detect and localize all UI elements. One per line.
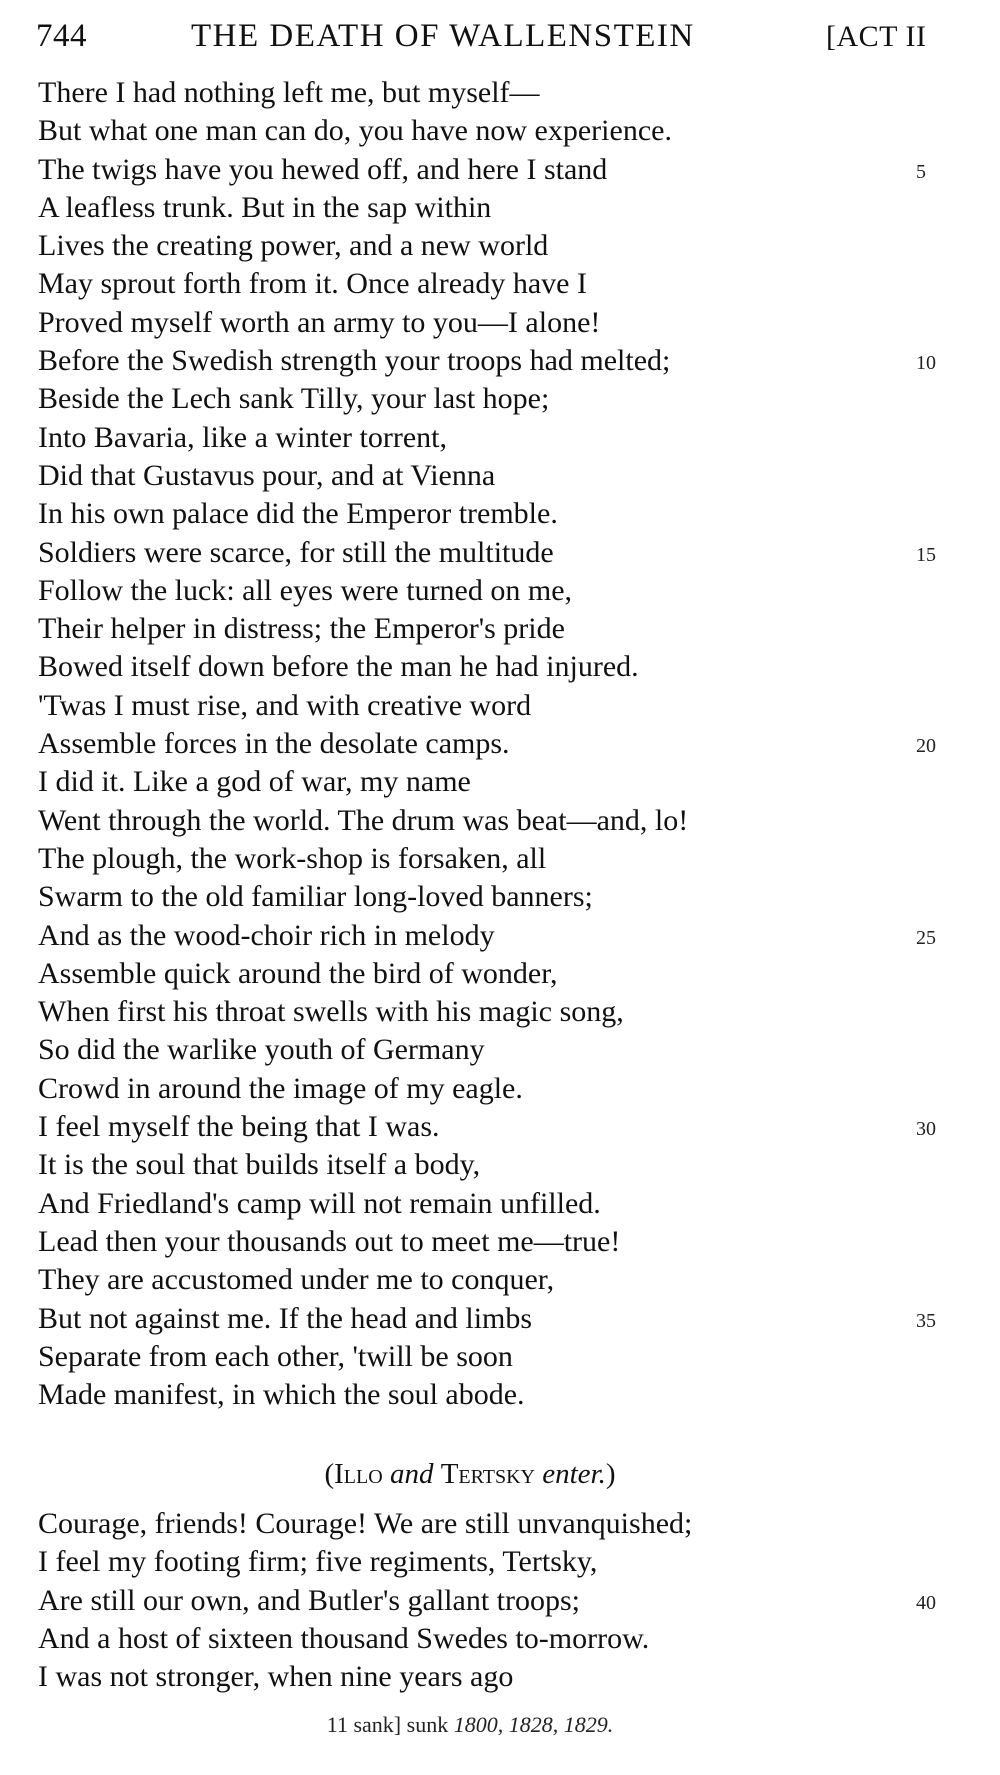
act-label: [ACT II: [826, 20, 927, 53]
verse-text: Assemble quick around the bird of wonder,: [38, 956, 558, 990]
verse-text: In his own palace did the Emperor tremble.: [38, 497, 558, 531]
verse-line: [38, 1300, 936, 1338]
verse-line: [38, 1108, 936, 1146]
verse-text: But what one man can do, you have now experience.: [38, 114, 672, 148]
verse-line: [38, 112, 688, 150]
verse-line: [38, 840, 688, 878]
verse-line: [38, 151, 926, 189]
verse-line: [38, 227, 688, 265]
line-number: 25: [916, 926, 936, 949]
line-number: 10: [916, 352, 936, 375]
footnote-lemma: sank]: [353, 1712, 402, 1737]
verse-line: [38, 265, 688, 303]
verse-text: Their helper in distress; the Emperor's pride: [38, 612, 565, 646]
verse-line: [38, 763, 688, 801]
verse-text: The plough, the work-shop is forsaken, all: [38, 841, 547, 875]
footnote-editions: 1800, 1828, 1829.: [453, 1712, 614, 1737]
stage-verb: enter.: [542, 1458, 606, 1490]
verse-line: [38, 1658, 692, 1696]
verse-line: [38, 572, 688, 610]
verse-text: And Friedland's camp will not remain unfilled.: [38, 1186, 601, 1220]
verse-text: I feel myself the being that I was.: [38, 1110, 440, 1144]
verse-text: So did the warlike youth of Germany: [38, 1033, 485, 1067]
verse-line: [38, 380, 688, 418]
verse-text: Proved myself worth an army to you—I alone!: [38, 305, 601, 339]
verse-text: I feel my footing firm; five regiments, Tertsky,: [38, 1545, 598, 1579]
verse-text: The twigs have you hewed off, and here I stand: [38, 152, 608, 186]
verse-text: Lives the creating power, and a new world: [38, 229, 549, 263]
verse-text: They are accustomed under me to conquer,: [38, 1263, 555, 1297]
verse-line: [38, 1070, 688, 1108]
verse-text: A leafless trunk. But in the sap within: [38, 190, 492, 224]
line-number: 5: [916, 160, 926, 183]
verse-line: [38, 1543, 692, 1581]
running-title: THE DEATH OF WALLENSTEIN: [191, 18, 695, 54]
verse-text: Courage, friends! Courage! We are still unvanquished;: [38, 1507, 693, 1540]
verse-text: Lead then your thousands out to meet me—true!: [38, 1224, 621, 1258]
footnote-line-ref: 11: [326, 1712, 348, 1737]
verse-text: It is the soul that builds itself a body,: [38, 1148, 481, 1182]
stage-paren-open: (: [324, 1458, 335, 1490]
verse-block-speech: [38, 74, 936, 1414]
verse-text: Assemble forces in the desolate camps.: [38, 727, 510, 761]
verse-text: Into Bavaria, like a winter torrent,: [38, 420, 448, 454]
verse-line: [38, 1031, 688, 1069]
line-number: 35: [916, 1309, 936, 1332]
verse-line: [38, 74, 688, 112]
stage-direction: [0, 1458, 940, 1491]
verse-line: [38, 495, 688, 533]
verse-line: [38, 917, 936, 955]
running-header: [36, 18, 936, 68]
verse-line: [38, 189, 688, 227]
footnote: [0, 1712, 940, 1738]
verse-line: [38, 1261, 688, 1299]
verse-line: [38, 648, 688, 686]
verse-text: Bowed itself down before the man he had injured.: [38, 650, 639, 684]
verse-text: Swarm to the old familiar long-loved banners;: [38, 880, 593, 914]
verse-text: Crowd in around the image of my eagle.: [38, 1071, 523, 1105]
page-number: 744: [36, 18, 87, 54]
verse-text: I was not stronger, when nine years ago: [38, 1660, 514, 1694]
verse-line: [38, 1185, 688, 1223]
verse-text: Follow the luck: all eyes were turned on me,: [38, 573, 573, 607]
verse-text: I did it. Like a god of war, my name: [38, 765, 471, 799]
verse-line: [38, 1620, 692, 1658]
line-number: 15: [916, 543, 936, 566]
verse-line: [38, 1223, 688, 1261]
stage-conjunction: and: [389, 1458, 434, 1490]
verse-line: [38, 342, 936, 380]
verse-line: [38, 1582, 936, 1620]
verse-line: [38, 419, 688, 457]
stage-paren-close: ): [605, 1458, 616, 1490]
stage-name-tertsky: Tertsky: [440, 1458, 535, 1490]
verse-line: [38, 304, 688, 342]
verse-line: [38, 1146, 688, 1184]
verse-line: [38, 610, 688, 648]
verse-line: [38, 457, 688, 495]
verse-text: But not against me. If the head and limbs: [38, 1301, 533, 1335]
verse-text: And as the wood-choir rich in melody: [38, 918, 495, 952]
verse-line: [38, 955, 688, 993]
verse-text: Soldiers were scarce, for still the multitude: [38, 535, 554, 569]
verse-line: [38, 534, 936, 572]
verse-text: Separate from each other, 'twill be soon: [38, 1339, 513, 1373]
verse-line: [38, 1376, 688, 1414]
verse-line: [38, 1338, 688, 1376]
verse-text: Are still our own, and Butler's gallant troops;: [38, 1583, 580, 1617]
line-number: 40: [916, 1591, 936, 1614]
verse-text: Did that Gustavus pour, and at Vienna: [38, 458, 496, 492]
verse-text: 'Twas I must rise, and with creative word: [38, 688, 532, 722]
verse-line: [38, 1505, 692, 1543]
verse-text: When first his throat swells with his magic song,: [38, 995, 624, 1029]
verse-line: [38, 802, 688, 840]
verse-block-after-entry: [38, 1505, 936, 1696]
verse-text: Made manifest, in which the soul abode.: [38, 1378, 525, 1412]
verse-line: [38, 687, 688, 725]
verse-line: [38, 993, 688, 1031]
verse-text: And a host of sixteen thousand Swedes to-morrow.: [38, 1621, 650, 1655]
verse-text: Before the Swedish strength your troops had melted;: [38, 344, 671, 378]
verse-text: May sprout forth from it. Once already have I: [38, 267, 587, 301]
stage-name-illo: Illo: [334, 1458, 383, 1490]
verse-text: Went through the world. The drum was beat—and, lo!: [38, 803, 689, 837]
line-number: 30: [916, 1118, 936, 1141]
verse-line: [38, 725, 936, 763]
verse-text: Beside the Lech sank Tilly, your last hope;: [38, 382, 550, 416]
verse-line: [38, 878, 688, 916]
verse-text: There I had nothing left me, but myself—: [38, 76, 540, 109]
footnote-reading: sunk: [406, 1712, 449, 1737]
line-number: 20: [916, 735, 936, 758]
